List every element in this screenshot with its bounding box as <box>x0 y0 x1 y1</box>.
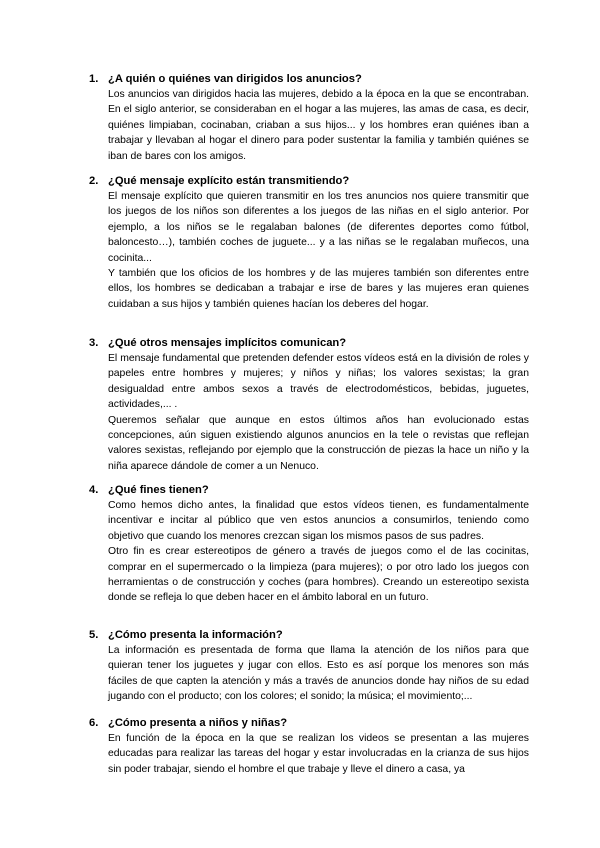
section-6-title: ¿Cómo presenta a niños y niñas? <box>108 717 288 729</box>
section-3-paragraph-2: Queremos señalar que aunque en estos últimos años han evolucionado estas concepciones, aún siguen existiendo algunos anuncios en la tele o revistas que reflejan valores sexistas, reflejando por ejemplo que la construcción de piezas la hace un niño y la niña aparece dándole de comer a un Nenuco. <box>108 414 529 472</box>
section-6-heading <box>89 716 529 731</box>
section-5-paragraph-1: La información es presentada de forma que llama la atención de los niños para que quieran tener los juguetes y jugar con ellos. Esto es así porque los menores son más fáciles de que capten la atención y más a través de anuncios donde hay niños de su edad jugando con el producto; con los colores; el sonido; la música; el movimiento;... <box>108 645 529 703</box>
section-5-body <box>108 643 529 705</box>
section-1-title: ¿A quién o quiénes van dirigidos los anuncios? <box>108 73 362 85</box>
section-5-number: 5. <box>89 629 99 641</box>
section-5-title: ¿Cómo presenta la información? <box>108 629 283 641</box>
section-3 <box>89 336 529 474</box>
section-4-body <box>108 498 529 606</box>
section-4 <box>89 483 529 606</box>
section-3-title: ¿Qué otros mensajes implícitos comunican? <box>108 337 347 349</box>
section-4-paragraph-2: Otro fin es crear estereotipos de género a través de juegos como el de las cocinitas, comprar en el supermercado o la limpieza (para mujeres); o por otro lado los juegos con herramientas o de construcción y coches (para hombres). Creando un estereotipo sexista donde se refleja lo que deben hacer en el ámbito laboral en un futuro. <box>108 546 529 604</box>
section-4-title: ¿Qué fines tienen? <box>108 484 209 496</box>
section-1 <box>89 72 529 164</box>
section-2-paragraph-2: Y también que los oficios de los hombres y de las mujeres también son diferentes entre ellos, los hombres se dedicaban a trabajar e irse de bares y las mujeres eran quienes cuidaban a sus hijos y también quienes hacían los deberes del hogar. <box>108 268 529 310</box>
section-3-paragraph-1: El mensaje fundamental que pretenden defender estos vídeos está en la división de roles y papeles entre hombres y mujeres; y niños y niñas; los valores sexistas; la gran desigualdad entre ambos sexos a través de electrodomésticos, bebidas, juguetes, actividades,... . <box>108 353 529 411</box>
section-6-body <box>108 731 529 777</box>
section-3-number: 3. <box>89 337 99 349</box>
section-5 <box>89 628 529 705</box>
section-1-number: 1. <box>89 73 99 85</box>
section-3-heading <box>89 336 529 351</box>
section-4-number: 4. <box>89 484 99 496</box>
section-4-heading <box>89 483 529 498</box>
section-6-paragraph-1: En función de la época en la que se realizan los videos se presentan a las mujeres educadas para realizar las tareas del hogar y estar involucradas en la crianza de sus hijos sin poder trabajar, siendo el hombre el que trabaje y lleve el dinero a casa, ya <box>108 733 529 775</box>
section-5-heading <box>89 628 529 643</box>
section-2 <box>89 174 529 312</box>
section-2-number: 2. <box>89 175 99 187</box>
section-1-body <box>108 87 529 164</box>
section-2-heading <box>89 174 529 189</box>
section-3-body <box>108 351 529 474</box>
section-1-paragraph-1: Los anuncios van dirigidos hacia las mujeres, debido a la época en la que se encontraban. En el siglo anterior, se consideraban en el hogar a las mujeres, las amas de casa, es decir, quiénes limpiaban, cocinaban, criaban a sus hijos... y los hombres eran quiénes iban a trabajar y llevaban al hogar el dinero para poder sustentar la familia y también quiénes se iban de bares con los amigos. <box>108 89 529 162</box>
section-6 <box>89 716 529 777</box>
section-6-number: 6. <box>89 717 99 729</box>
section-2-title: ¿Qué mensaje explícito están transmitiendo? <box>108 175 350 187</box>
section-2-body <box>108 189 529 312</box>
section-1-heading <box>89 72 529 87</box>
section-4-paragraph-1: Como hemos dicho antes, la finalidad que estos vídeos tienen, es fundamentalmente incentivar e incitar al público que ven estos anuncios a consumirlos, teniendo como objetivo que cuando los menores crezcan sigan los mismos pasos de sus padres. <box>108 500 529 542</box>
section-2-paragraph-1: El mensaje explícito que quieren transmitir en los tres anuncios nos quiere transmitir que los juegos de los niños son diferentes a los juegos de las niñas en el siglo anterior. Por ejemplo, a los niños se le regalaban balones (de diferentes deportes como fútbol, baloncesto…), también coches de juguete... y a las niñas se le regalaban muñecos, una cocinita... <box>108 191 529 264</box>
